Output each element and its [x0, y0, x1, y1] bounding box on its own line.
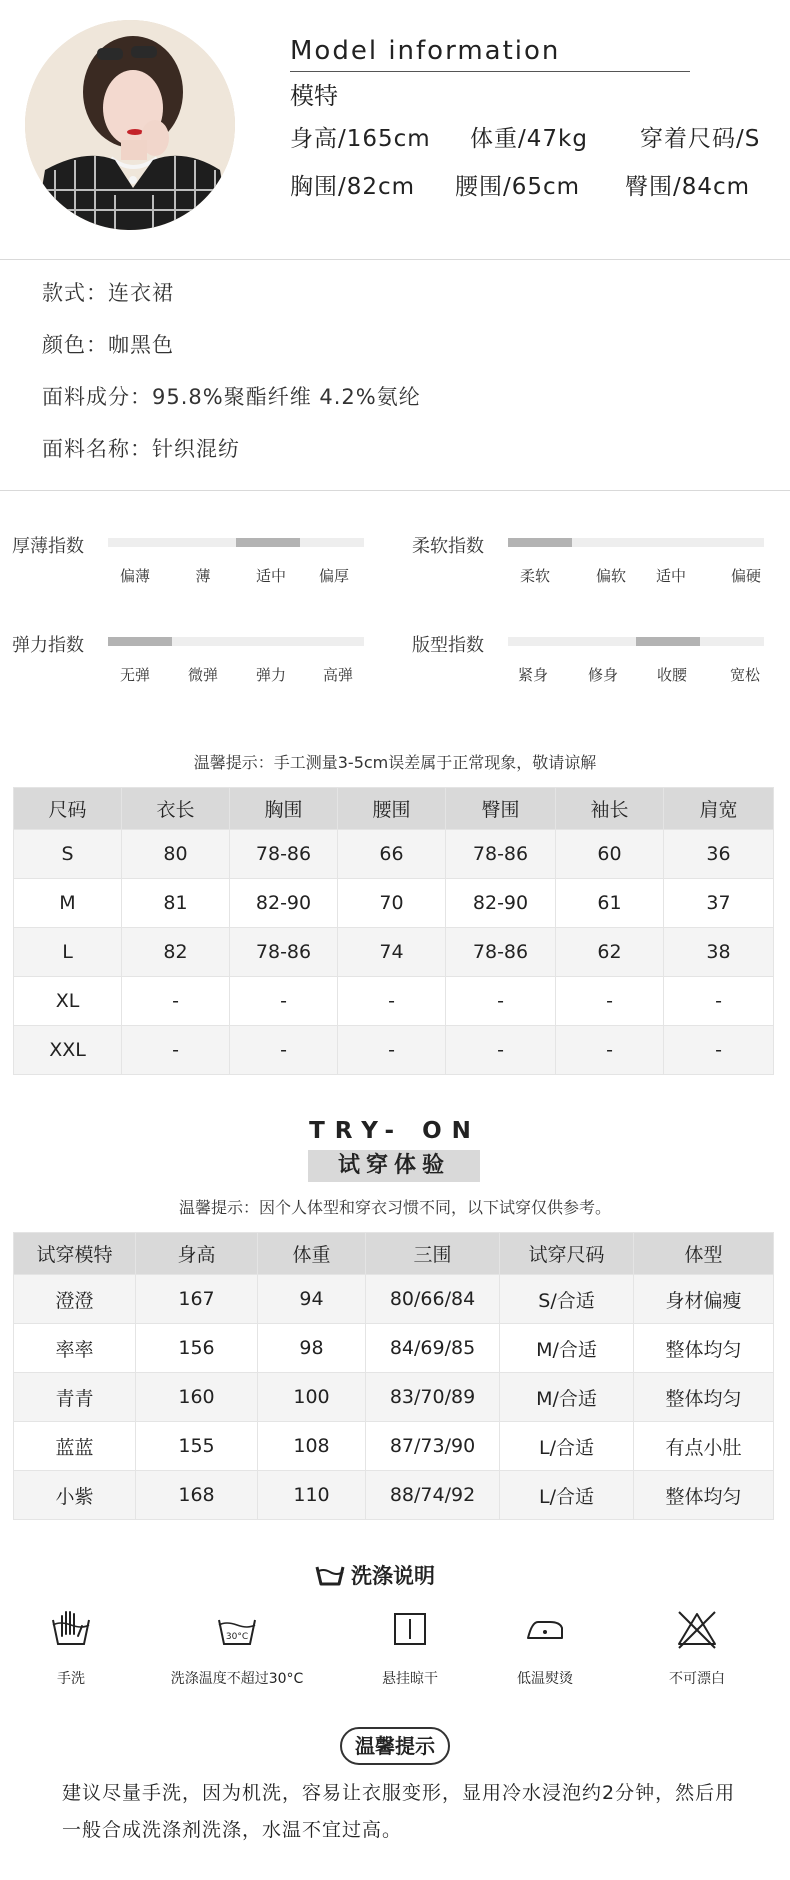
model-height: 身高/165cm	[290, 126, 431, 152]
table-cell: 167	[136, 1275, 258, 1324]
notice-title: 温馨提示	[340, 1727, 450, 1765]
index-option: 薄	[195, 567, 211, 585]
index-option: 柔软	[519, 567, 551, 585]
index-option: 偏薄	[119, 567, 151, 585]
table-cell: 蓝蓝	[14, 1422, 136, 1471]
table-cell: 有点小肚	[634, 1422, 774, 1471]
wash-label: 手洗	[57, 1671, 85, 1687]
tryon-table	[13, 1232, 774, 1520]
table-row	[14, 928, 774, 977]
table-row	[14, 879, 774, 928]
divider	[0, 259, 790, 260]
model-label: 模特	[290, 82, 338, 110]
no-bleach-icon	[674, 1606, 720, 1652]
hang-dry-icon	[387, 1606, 433, 1652]
table-cell: 94	[258, 1275, 366, 1324]
wash-item-no-bleach	[607, 1606, 787, 1688]
wash-label: 洗涤温度不超过30°C	[170, 1671, 304, 1687]
notice-text: 建议尽量手洗，因为机洗，容易让衣服变形，显用冷水浸泡约2分钟，然后用一般合成洗涤剂洗涤，水温不宜过高。	[62, 1782, 736, 1841]
header-cell: 尺码	[14, 788, 122, 830]
index-option: 偏硬	[730, 567, 762, 585]
model-info-title: Model information	[290, 36, 561, 66]
table-cell: 87/73/90	[366, 1422, 500, 1471]
index-label-elasticity: 弹力指数	[12, 635, 84, 656]
table-cell: 61	[556, 879, 664, 928]
table-cell: -	[556, 1026, 664, 1075]
table-cell: 98	[258, 1324, 366, 1373]
tryon-table-header	[14, 1233, 774, 1275]
table-cell: S/合适	[500, 1275, 634, 1324]
header-cell: 三围	[366, 1233, 500, 1275]
table-cell: 身材偏瘦	[634, 1275, 774, 1324]
hand-wash-icon	[48, 1606, 94, 1652]
model-info-section	[0, 0, 790, 258]
table-cell: -	[338, 977, 446, 1026]
index-marker-fit	[636, 637, 700, 646]
table-cell: 60	[556, 830, 664, 879]
table-cell: XXL	[14, 1026, 122, 1075]
table-cell: S	[14, 830, 122, 879]
wash-30c-icon	[214, 1606, 260, 1652]
header-cell: 体型	[634, 1233, 774, 1275]
header-cell: 胸围	[230, 788, 338, 830]
table-cell: 率率	[14, 1324, 136, 1373]
table-cell: -	[122, 977, 230, 1026]
table-cell: 155	[136, 1422, 258, 1471]
index-option: 高弹	[322, 666, 354, 684]
table-cell: 110	[258, 1471, 366, 1520]
header-cell: 衣长	[122, 788, 230, 830]
washing-title-text: 洗涤说明	[351, 1564, 435, 1588]
index-label-thickness: 厚薄指数	[12, 536, 84, 557]
table-cell: -	[664, 1026, 774, 1075]
title-underline	[290, 71, 690, 72]
index-track-softness	[508, 538, 764, 547]
model-photo	[25, 20, 235, 230]
table-cell: 78-86	[446, 928, 556, 977]
header-cell: 试穿尺码	[500, 1233, 634, 1275]
header-cell: 肩宽	[664, 788, 774, 830]
attr-composition: 面料成分：95.8%聚酯纤维 4.2%氨纶	[42, 385, 421, 409]
table-cell: 70	[338, 879, 446, 928]
table-cell: 80	[122, 830, 230, 879]
table-cell: -	[556, 977, 664, 1026]
index-label-fit: 版型指数	[412, 635, 484, 656]
table-cell: 80/66/84	[366, 1275, 500, 1324]
attr-style: 款式：连衣裙	[42, 281, 174, 305]
table-cell: 66	[338, 830, 446, 879]
table-cell: 82-90	[230, 879, 338, 928]
table-cell: -	[338, 1026, 446, 1075]
index-track-fit	[508, 637, 764, 646]
table-cell: -	[122, 1026, 230, 1075]
header-cell: 体重	[258, 1233, 366, 1275]
index-marker-softness	[508, 538, 572, 547]
table-row	[14, 1373, 774, 1422]
index-marker-elasticity	[108, 637, 172, 646]
low-iron-icon	[522, 1606, 568, 1652]
table-cell: 160	[136, 1373, 258, 1422]
index-option: 偏软	[595, 567, 627, 585]
index-label-softness: 柔软指数	[412, 536, 484, 557]
table-cell: L/合适	[500, 1471, 634, 1520]
table-row	[14, 1422, 774, 1471]
wash-temp-text: 30°C	[225, 1632, 249, 1642]
table-cell: 整体均匀	[634, 1471, 774, 1520]
model-hip: 臀围/84cm	[625, 174, 751, 200]
index-option: 弹力	[255, 666, 287, 684]
table-cell: -	[446, 1026, 556, 1075]
table-cell: 168	[136, 1471, 258, 1520]
model-size: 穿着尺码/S	[640, 126, 761, 152]
table-cell: 84/69/85	[366, 1324, 500, 1373]
table-row	[14, 977, 774, 1026]
model-waist: 腰围/65cm	[455, 174, 581, 200]
size-table-tip: 温馨提示：手工测量3-5cm误差属于正常现象，敬请谅解	[193, 753, 597, 772]
table-cell: 82-90	[446, 879, 556, 928]
table-cell: -	[230, 977, 338, 1026]
table-cell: 83/70/89	[366, 1373, 500, 1422]
table-cell: 78-86	[446, 830, 556, 879]
table-cell: L	[14, 928, 122, 977]
index-marker-thickness	[236, 538, 300, 547]
table-cell: 81	[122, 879, 230, 928]
index-option: 适中	[255, 567, 287, 585]
tryon-title-en: TRY- ON	[309, 1118, 481, 1144]
table-row	[14, 1471, 774, 1520]
table-row	[14, 1275, 774, 1324]
index-option: 宽松	[729, 666, 761, 684]
table-cell: 88/74/92	[366, 1471, 500, 1520]
washtub-icon	[315, 1563, 345, 1587]
table-row	[14, 1026, 774, 1075]
table-cell: -	[230, 1026, 338, 1075]
wash-label: 悬挂晾干	[382, 1671, 438, 1687]
index-option: 修身	[587, 666, 619, 684]
tryon-tip: 温馨提示：因个人体型和穿衣习惯不同，以下试穿仅供参考。	[178, 1198, 611, 1217]
table-row	[14, 830, 774, 879]
wash-label: 不可漂白	[669, 1671, 725, 1687]
table-cell: 整体均匀	[634, 1324, 774, 1373]
attr-fabric: 面料名称：针织混纺	[42, 437, 240, 461]
header-cell: 臀围	[446, 788, 556, 830]
index-track-thickness	[108, 538, 364, 547]
wash-label: 低温熨烫	[517, 1671, 573, 1687]
table-cell: 37	[664, 879, 774, 928]
table-cell: 78-86	[230, 928, 338, 977]
model-weight: 体重/47kg	[470, 126, 588, 152]
table-cell: XL	[14, 977, 122, 1026]
washing-title	[315, 1560, 435, 1590]
header-cell: 试穿模特	[14, 1233, 136, 1275]
table-cell: -	[664, 977, 774, 1026]
index-option: 紧身	[517, 666, 549, 684]
table-cell: 74	[338, 928, 446, 977]
divider	[0, 490, 790, 491]
table-cell: M	[14, 879, 122, 928]
table-cell: M/合适	[500, 1324, 634, 1373]
table-cell: L/合适	[500, 1422, 634, 1471]
table-cell: M/合适	[500, 1373, 634, 1422]
size-table	[13, 787, 774, 1075]
table-cell: 澄澄	[14, 1275, 136, 1324]
index-option: 微弹	[187, 666, 219, 684]
table-cell: 156	[136, 1324, 258, 1373]
header-cell: 袖长	[556, 788, 664, 830]
table-cell: 82	[122, 928, 230, 977]
index-option: 收腰	[656, 666, 688, 684]
table-cell: 62	[556, 928, 664, 977]
index-track-elasticity	[108, 637, 364, 646]
table-cell: 78-86	[230, 830, 338, 879]
index-option: 无弹	[119, 666, 151, 684]
index-option: 偏厚	[318, 567, 350, 585]
table-cell: 小紫	[14, 1471, 136, 1520]
table-cell: 108	[258, 1422, 366, 1471]
wash-item-30c	[147, 1606, 327, 1688]
table-cell: 青青	[14, 1373, 136, 1422]
table-cell: 38	[664, 928, 774, 977]
attr-color: 颜色：咖黑色	[42, 333, 174, 357]
tryon-title-cn: 试穿体验	[308, 1150, 480, 1182]
model-avatar	[25, 20, 235, 230]
wash-item-hand-wash	[0, 1606, 161, 1688]
model-bust: 胸围/82cm	[290, 174, 416, 200]
header-cell: 身高	[136, 1233, 258, 1275]
size-table-header	[14, 788, 774, 830]
table-cell: 整体均匀	[634, 1373, 774, 1422]
table-cell: -	[446, 977, 556, 1026]
table-row	[14, 1324, 774, 1373]
header-cell: 腰围	[338, 788, 446, 830]
index-option: 适中	[655, 567, 687, 585]
table-cell: 36	[664, 830, 774, 879]
table-cell: 100	[258, 1373, 366, 1422]
